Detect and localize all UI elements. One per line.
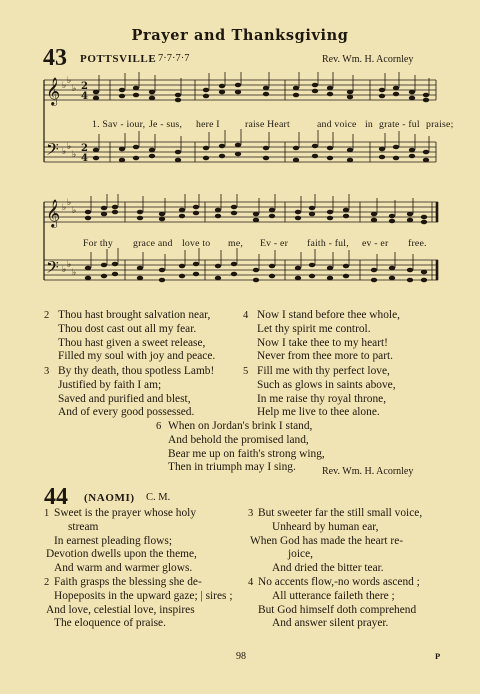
verse-line: Saved and purified and blest, — [58, 392, 191, 405]
verse-line: And of every good possessed. — [58, 406, 195, 419]
svg-text:2: 2 — [81, 143, 88, 154]
svg-text:2: 2 — [81, 81, 88, 92]
verse-line: All utterance faileth there ; — [272, 589, 395, 602]
hymn-43-number: 43 — [43, 45, 67, 71]
lyric-1-2: Je - sus, — [149, 119, 183, 130]
hymn-44-verse-1 — [44, 507, 244, 576]
svg-text:𝄢: 𝄢 — [46, 257, 59, 281]
verse-line: Let thy spirit me control. — [257, 322, 371, 335]
verse-line: When on Jordan's brink I stand, — [168, 420, 313, 432]
verse-line: No accents flow,-no words ascend ; — [258, 576, 420, 588]
verse-line: Help me live to thee alone. — [257, 406, 380, 419]
lyric-2-6: faith - ful, — [307, 238, 349, 249]
svg-text:♭: ♭ — [62, 203, 67, 213]
lyric-1-7: grate - ful — [379, 119, 420, 130]
verse-line: Thou hast given a sweet release, — [58, 336, 206, 349]
verse-number: 4 — [248, 577, 254, 588]
lyric-2-4: me, — [228, 238, 244, 249]
svg-text:♭: ♭ — [67, 260, 72, 270]
verse-number: 4 — [243, 310, 249, 321]
verse-number: 5 — [243, 366, 249, 377]
page-number: 98 — [236, 651, 246, 662]
verse-line: But God himself doth comprehend — [258, 603, 417, 616]
verse-number: 3 — [44, 366, 50, 377]
verse-number: 1 — [44, 508, 50, 519]
verse-line: When God has made the heart re- — [250, 534, 404, 547]
hymn-43-author-footer: Rev. Wm. H. Acornley — [322, 466, 414, 477]
verse-4 — [243, 309, 443, 364]
hymn-44-meter: C. M. — [146, 492, 171, 503]
verse-line: In earnest pleading flows; — [54, 534, 172, 547]
signature-mark: P — [435, 651, 441, 661]
verse-line: But sweeter far the still small voice, — [258, 507, 423, 519]
verse-number: 2 — [44, 577, 50, 588]
verse-line: Never from thee more to part. — [257, 350, 393, 363]
hymn-43-author: Rev. Wm. H. Acornley — [322, 54, 414, 65]
hymn-43-meter: 7·7·7·7 — [158, 53, 190, 64]
verse-line: Justified by faith I am; — [58, 378, 162, 391]
svg-text:4: 4 — [81, 153, 88, 164]
svg-text:4: 4 — [81, 91, 88, 102]
svg-text:♭: ♭ — [62, 81, 67, 91]
verse-line: Filled my soul with joy and peace. — [58, 350, 216, 363]
verse-line: joice, — [288, 548, 313, 561]
svg-text:♭: ♭ — [62, 147, 67, 157]
verse-line: In me raise thy royal throne, — [257, 392, 387, 405]
svg-text:♭: ♭ — [62, 265, 67, 275]
hymn-44-verse-3 — [248, 507, 448, 576]
verse-line: Thou hast brought salvation near, — [58, 309, 211, 321]
verse-line: Fill me with thy perfect love, — [257, 365, 390, 377]
svg-text:♭: ♭ — [72, 268, 77, 278]
verse-line: And behold the promised land, — [168, 433, 309, 446]
svg-text:♭: ♭ — [72, 150, 77, 160]
verse-line: The eloquence of praise. — [54, 617, 166, 630]
verse-5 — [243, 365, 443, 420]
lyric-1-1: 1. Sav - iour, — [92, 119, 146, 130]
verse-number: 6 — [156, 421, 162, 432]
verse-line: Devotion dwells upon the theme, — [46, 548, 197, 561]
lyric-2-5: Ev - er — [260, 238, 289, 249]
svg-text:♭: ♭ — [67, 142, 72, 152]
verse-line: Such as glows in saints above, — [257, 378, 396, 391]
verse-line: Now I stand before thee whole, — [257, 309, 400, 321]
svg-text:♭: ♭ — [72, 84, 77, 94]
hymn-44-verse-2 — [44, 576, 244, 631]
verse-line: And love, celestial love, inspires — [46, 603, 195, 616]
verse-2 — [44, 309, 244, 364]
lyric-2-7: ev - er — [362, 238, 389, 249]
lyric-2-3: love to — [182, 238, 211, 249]
verse-line: Unheard by human ear, — [272, 520, 379, 533]
verse-line: Hopeposits in the upward gaze; | sires ; — [54, 589, 233, 602]
svg-text:𝄢: 𝄢 — [46, 139, 59, 163]
svg-text:♭: ♭ — [72, 206, 77, 216]
hymn-44-tune: (NAOMI) — [84, 492, 135, 504]
section-title: Prayer and Thanksgiving — [131, 27, 349, 44]
lyric-1-8: praise; — [426, 119, 454, 130]
verse-line: Faith grasps the blessing she de- — [54, 576, 202, 588]
svg-text:♭: ♭ — [67, 198, 72, 208]
lyric-2-8: free. — [408, 238, 427, 249]
lyric-2-1: For thy — [83, 238, 113, 249]
svg-text:𝄞: 𝄞 — [46, 199, 61, 227]
verse-line: Now I take thee to my heart! — [257, 336, 388, 349]
verse-line: By thy death, thou spotless Lamb! — [58, 365, 215, 377]
hymn-43-tune: POTTSVILLE — [80, 53, 157, 65]
verse-line: And answer silent prayer. — [272, 617, 389, 630]
lyric-2-2: grace and — [133, 238, 173, 249]
lyric-1-5: and voice — [317, 119, 357, 130]
verse-number: 2 — [44, 310, 50, 321]
verse-line: Then in triumph may I sing. — [168, 461, 296, 474]
lyric-1-4: raise Heart — [245, 119, 290, 130]
hymn-44-verse-4 — [248, 576, 448, 631]
verse-line: Thou dost cast out all my fear. — [58, 322, 197, 335]
verse-line: And warm and warmer glows. — [54, 562, 193, 575]
lyric-1-6: in — [365, 119, 374, 130]
verse-3 — [44, 365, 244, 420]
verse-number: 3 — [248, 508, 254, 519]
verse-line: Bear me up on faith's strong wing, — [168, 447, 325, 460]
verse-line: And dried the bitter tear. — [272, 562, 384, 575]
svg-text:♭: ♭ — [67, 76, 72, 86]
lyric-1-3: here I — [196, 119, 220, 130]
hymn-44-number: 44 — [44, 484, 68, 510]
verse-line: stream — [68, 520, 99, 533]
verse-line: Sweet is the prayer whose holy — [54, 507, 197, 519]
svg-text:𝄞: 𝄞 — [46, 77, 61, 105]
